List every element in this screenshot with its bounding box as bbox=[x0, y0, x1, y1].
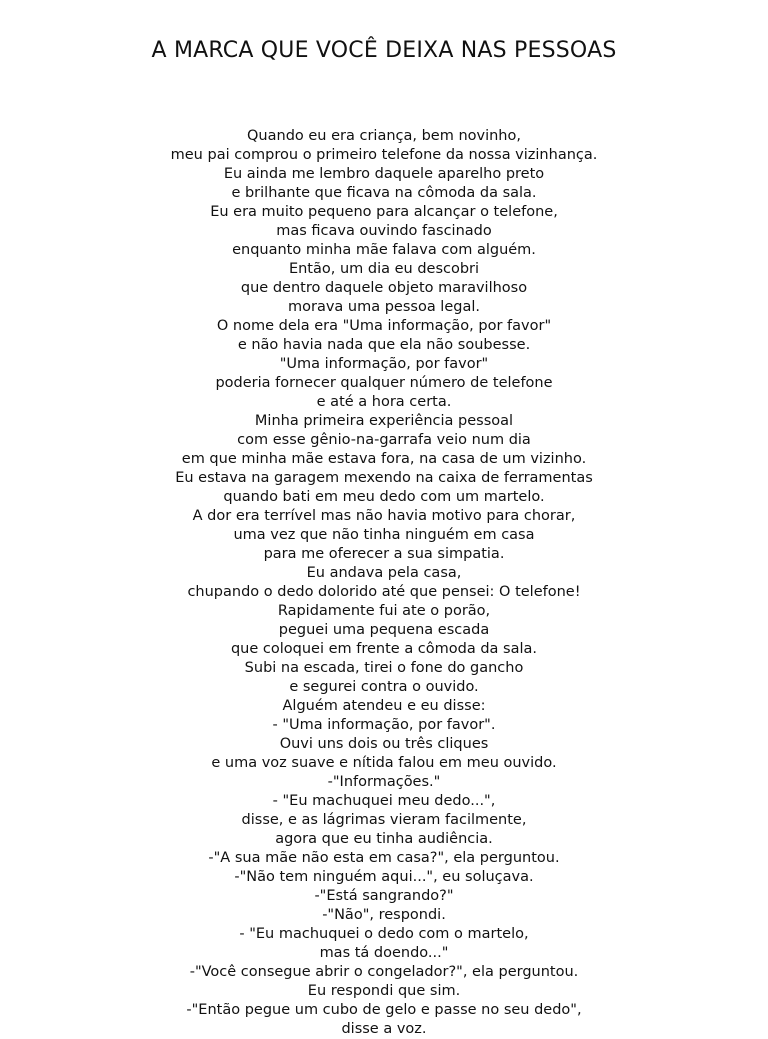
poem-line: para me oferecer a sua simpatia. bbox=[263, 546, 505, 562]
poem-line: - "Eu machuquei o dedo com o martelo, bbox=[239, 926, 529, 942]
poem-line: e não havia nada que ela não soubesse. bbox=[237, 337, 531, 353]
poem-line: Ouvi uns dois ou três cliques bbox=[279, 736, 489, 752]
poem-line: Subi na escada, tirei o fone do gancho bbox=[244, 660, 524, 676]
poem-line: meu pai comprou o primeiro telefone da nossa vizinhança. bbox=[170, 147, 598, 163]
poem-line: -"Está sangrando?" bbox=[314, 888, 454, 904]
poem-line: -"Não", respondi. bbox=[322, 907, 446, 923]
poem-line: peguei uma pequena escada bbox=[278, 622, 490, 638]
poem-line: - "Uma informação, por favor". bbox=[272, 717, 496, 733]
poem-line: uma vez que não tinha ninguém em casa bbox=[233, 527, 535, 543]
poem-line: enquanto minha mãe falava com alguém. bbox=[232, 242, 536, 258]
poem-line: "Uma informação, por favor" bbox=[279, 356, 489, 372]
poem-line: chupando o dedo dolorido até que pensei: O telefone! bbox=[187, 584, 581, 600]
poem-line: Eu estava na garagem mexendo na caixa de ferramentas bbox=[175, 470, 593, 486]
poem-line: que coloquei em frente a cômoda da sala. bbox=[230, 641, 538, 657]
poem-line: O nome dela era "Uma informação, por favor" bbox=[216, 318, 552, 334]
poem-line: em que minha mãe estava fora, na casa de um vizinho. bbox=[181, 451, 587, 467]
poem-line: Quando eu era criança, bem novinho, bbox=[247, 128, 521, 144]
poem-line: mas ficava ouvindo fascinado bbox=[276, 223, 492, 239]
poem-line: que dentro daquele objeto maravilhoso bbox=[240, 280, 528, 296]
poem-line: com esse gênio-na-garrafa veio num dia bbox=[237, 432, 531, 448]
poem-line: e uma voz suave e nítida falou em meu ouvido. bbox=[211, 755, 557, 771]
poem-line: poderia fornecer qualquer número de telefone bbox=[215, 375, 553, 391]
poem-line: e até a hora certa. bbox=[316, 394, 452, 410]
poem-line: Eu andava pela casa, bbox=[306, 565, 462, 581]
poem-line: -"Então pegue um cubo de gelo e passe no seu dedo", bbox=[186, 1002, 582, 1018]
poem-line: -"Você consegue abrir o congelador?", ela perguntou. bbox=[189, 964, 579, 980]
poem-line: Eu era muito pequeno para alcançar o telefone, bbox=[210, 204, 558, 220]
poem-line: agora que eu tinha audiência. bbox=[275, 831, 493, 847]
poem-line: e brilhante que ficava na cômoda da sala. bbox=[231, 185, 537, 201]
poem-line: Então, um dia eu descobri bbox=[288, 261, 480, 277]
poem-line: Minha primeira experiência pessoal bbox=[254, 413, 514, 429]
poem-line: -"Informações." bbox=[327, 774, 441, 790]
poem-line: disse a voz. bbox=[341, 1021, 427, 1037]
poem-line: e segurei contra o ouvido. bbox=[289, 679, 479, 695]
poem-body bbox=[0, 127, 768, 1039]
poem-line: Eu ainda me lembro daquele aparelho preto bbox=[223, 166, 545, 182]
document-title: A MARCA QUE VOCÊ DEIXA NAS PESSOAS bbox=[151, 38, 617, 63]
poem-line: Eu respondi que sim. bbox=[307, 983, 461, 999]
poem-line: morava uma pessoa legal. bbox=[287, 299, 480, 315]
poem-line: -"Não tem ninguém aqui...", eu soluçava. bbox=[234, 869, 534, 885]
poem-line: Rapidamente fui ate o porão, bbox=[277, 603, 491, 619]
poem-line: quando bati em meu dedo com um martelo. bbox=[223, 489, 545, 505]
poem-line: disse, e as lágrimas vieram facilmente, bbox=[241, 812, 527, 828]
poem-line: A dor era terrível mas não havia motivo para chorar, bbox=[192, 508, 576, 524]
poem-line: Alguém atendeu e eu disse: bbox=[282, 698, 486, 714]
poem-line: mas tá doendo..." bbox=[319, 945, 449, 961]
poem-line: -"A sua mãe não esta em casa?", ela perguntou. bbox=[208, 850, 560, 866]
poem-line: - "Eu machuquei meu dedo...", bbox=[272, 793, 496, 809]
